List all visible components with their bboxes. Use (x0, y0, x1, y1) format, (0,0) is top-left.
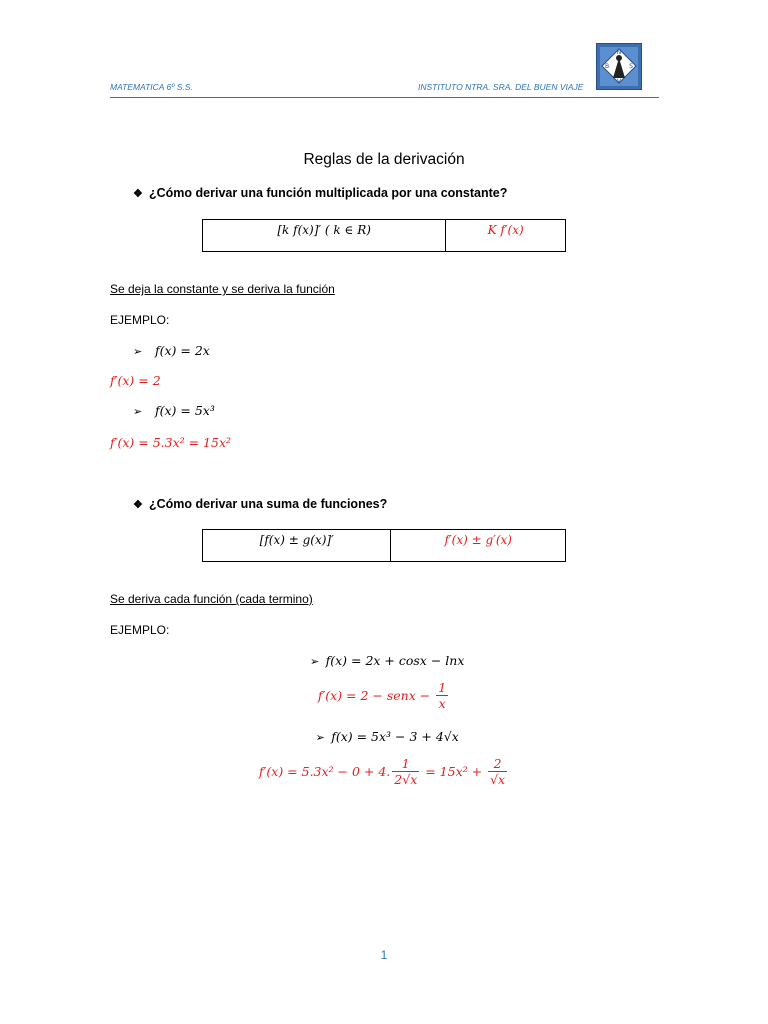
formula-table-sum (202, 529, 566, 562)
function-text: f(x) = 2x (155, 343, 210, 358)
arrow-bullet-icon: ➢ (315, 731, 325, 744)
section-heading-constant (133, 186, 507, 200)
example-label: EJEMPLO: (110, 313, 170, 327)
fraction (436, 681, 448, 712)
section-heading-text: ¿Cómo derivar una suma de funciones? (149, 497, 388, 511)
arrow-bullet-icon: ➢ (133, 345, 143, 358)
fraction-numerator: 1 (438, 680, 447, 695)
diamond-bullet-icon: ❖ (133, 188, 143, 200)
section-heading-sum (133, 497, 387, 511)
function-text: f(x) = 5x³ − 3 + 4√x (331, 729, 459, 744)
header-left-text: MATEMATICA 6º S.S. (110, 82, 193, 92)
example-function (133, 403, 215, 418)
svg-text:V: V (616, 78, 622, 85)
formula-cell-left: [f(x) ± g(x)]′ (203, 530, 391, 562)
derivative-text: f′(x) = 2 − senx − (317, 688, 435, 703)
example-derivative: f′(x) = 5.3x² = 15x² (110, 435, 232, 450)
function-text: f(x) = 2x + cosx − lnx (325, 653, 465, 668)
fraction-numerator: 2 (493, 756, 502, 771)
example-derivative: f′(x) = 2 (110, 373, 161, 388)
example-function (0, 729, 768, 744)
example-function (133, 343, 210, 358)
formula-cell-right: K f′(x) (446, 220, 566, 252)
fraction (392, 757, 419, 788)
page-title: Reglas de la derivación (303, 151, 465, 168)
rule-text: Se deja la constante y se deriva la función (110, 282, 335, 296)
header-right-text: INSTITUTO NTRA. SRA. DEL BUEN VIAJE (418, 82, 584, 92)
function-text: f(x) = 5x³ (155, 403, 215, 418)
formula-cell-right: f′(x) ± g′(x) (391, 530, 566, 562)
svg-text:S: S (629, 63, 633, 70)
derivative-text: f′(x) = 5.3x² − 0 + 4. (258, 764, 391, 779)
arrow-bullet-icon: ➢ (133, 405, 143, 418)
arrow-bullet-icon: ➢ (309, 655, 320, 668)
fraction-denominator: √x (490, 772, 506, 787)
formula-table-constant (202, 219, 566, 252)
section-heading-text: ¿Cómo derivar una función multiplicada por una constante? (149, 186, 508, 200)
svg-text:N: N (616, 49, 622, 56)
fraction (488, 757, 507, 788)
derivative-text: = 15x² + (421, 764, 487, 779)
fraction-numerator: 1 (401, 756, 410, 771)
formula-cell-left: [k f(x)]′ ( k ∈ R) (203, 220, 446, 252)
page-number: 1 (380, 948, 388, 962)
diamond-bullet-icon: ❖ (133, 499, 143, 511)
example-label: EJEMPLO: (110, 623, 170, 637)
fraction-denominator: 2√x (394, 772, 418, 787)
institute-logo (596, 43, 642, 90)
example-derivative (0, 757, 768, 788)
header-divider (110, 97, 659, 98)
svg-text:B: B (604, 63, 610, 70)
fraction-denominator: x (436, 695, 448, 712)
example-function (0, 653, 768, 668)
example-derivative (0, 681, 768, 712)
rule-text: Se deriva cada función (cada termino) (110, 592, 313, 606)
